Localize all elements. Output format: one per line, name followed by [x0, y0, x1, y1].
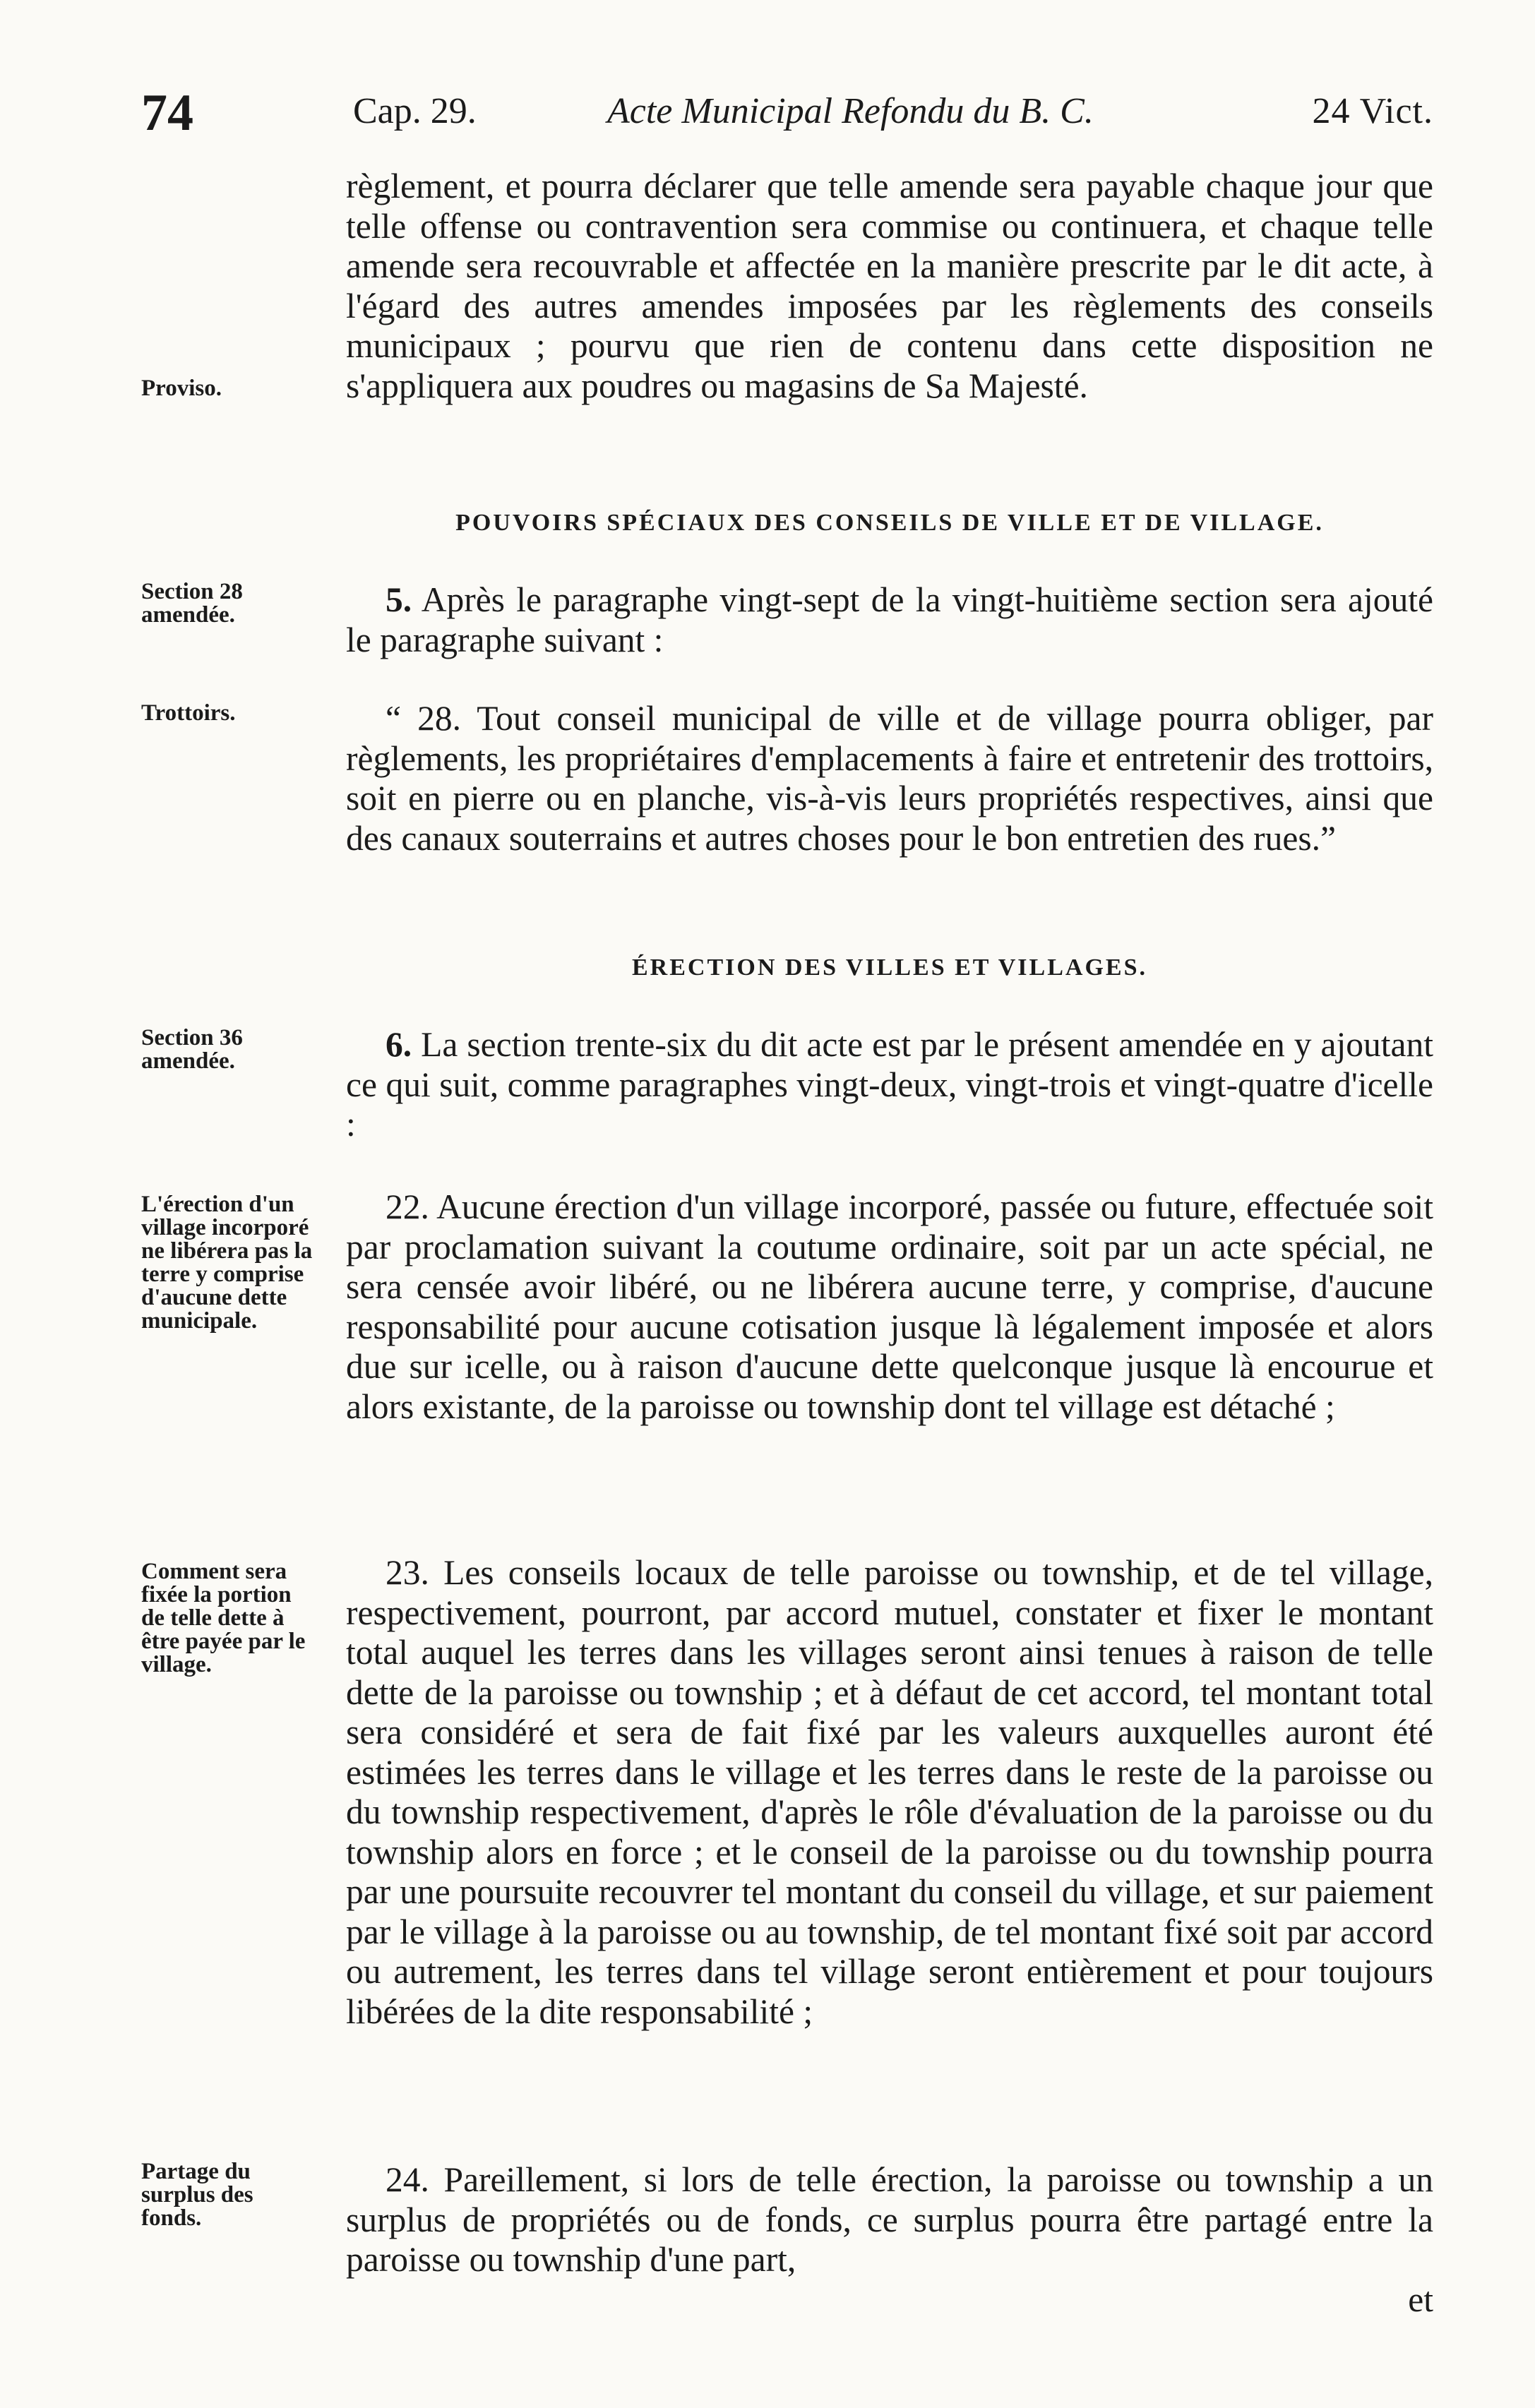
page-number: 74	[141, 84, 193, 142]
heading-erection: ÉRECTION DES VILLES ET VILLAGES.	[632, 954, 1147, 981]
heading-pouvoirs-speciaux: POUVOIRS SPÉCIAUX DES CONSEILS DE VILLE ET DE VILLAGE.	[455, 510, 1324, 536]
regnal-year: 24 Vict.	[1312, 91, 1433, 131]
section-6-number: 6.	[386, 1025, 412, 1064]
chapter-label: Cap. 29.	[353, 91, 477, 131]
margin-note-proviso: Proviso.	[141, 376, 222, 401]
paragraph-24: 24. Pareillement, si lors de telle érection, la paroisse ou township a un surplus de propriétés ou de fonds, ce surplus pourra être partagé entre la paroisse ou township d'une part,	[346, 2160, 1433, 2279]
margin-note-section-28: Section 28 amendée.	[141, 579, 243, 628]
margin-note-partage: Partage du surplus des fonds.	[141, 2159, 253, 2231]
section-5-paragraph	[346, 580, 1433, 660]
paragraph-28: “ 28. Tout conseil municipal de ville et de village pourra obliger, par règlements, les propriétaires d'emplacements à faire et entretenir des trottoirs, soit en pierre ou en planche, vis-à-vis leurs propriétés respectives, ainsi que des canaux souterrains et autres choses pour le bon entretien des rues.”	[346, 699, 1433, 858]
running-header	[141, 83, 1433, 147]
section-6-text: La section trente-six du dit acte est par le présent amendée en y ajoutant ce qui suit, comme paragraphes vingt-deux, vingt-trois et vingt-quatre d'icelle :	[346, 1025, 1433, 1144]
paragraph-23: 23. Les conseils locaux de telle paroisse ou township, et de tel village, respectivement, pourront, par accord mutuel, constater et fixer le montant total auquel les terres dans les villages seront ainsi tenues à raison de telle dette de la paroisse ou township ; et à défaut de cet accord, tel montant total sera considéré et sera de fait fixé par les valeurs auxquelles auront été estimées les terres dans le village et les terres dans le reste de la paroisse ou du township respectivement, d'après le rôle d'évaluation de la paroisse ou du township alors en force ; et le conseil de la paroisse ou du township pourra par une poursuite recouvrer tel montant du conseil du village, et sur paiement par le village à la paroisse ou au township, de tel montant fixé soit par accord ou autrement, les terres dans tel village seront entièrement et pour toujours libérées de la dite responsabilité ;	[346, 1553, 1433, 2031]
paragraph-22: 22. Aucune érection d'un village incorporé, passée ou future, effectuée soit par proclamation suivant la coutume ordinaire, soit par un acte spécial, ne sera censée avoir libéré, ou ne libérera aucune terre, y comprise, d'aucune responsabilité pour aucune cotisation jusque là légalement imposée et alors due sur icelle, ou à raison d'aucune dette quelconque jusque là encourue et alors existante, de la paroisse ou township dont tel village est détaché ;	[346, 1187, 1433, 1426]
margin-note-section-36: Section 36 amendée.	[141, 1025, 243, 1074]
margin-note-trottoirs: Trottoirs.	[141, 700, 236, 726]
section-6-paragraph	[346, 1025, 1433, 1145]
margin-note-erection-village: L'érection d'un village incorporé ne libérera pas la terre y comprise d'aucune dette municipale.	[141, 1192, 313, 1334]
intro-paragraph: règlement, et pourra déclarer que telle amende sera payable chaque jour que telle offense ou contravention sera commise ou continuera, et chaque telle amende sera recouvrable et affectée en la manière prescrite par le dit acte, à l'égard des autres amendes imposées par les règlements des conseils municipaux ; pourvu que rien de contenu dans cette disposition ne s'appliquera aux poudres ou magasins de Sa Majesté.	[346, 167, 1433, 405]
running-title: Acte Municipal Refondu du B. C.	[607, 91, 1094, 131]
catchword: et	[1408, 2280, 1433, 2319]
section-5-number: 5.	[386, 580, 412, 619]
section-5-text: Après le paragraphe vingt-sept de la vingt-huitième section sera ajouté le paragraphe suivant :	[346, 580, 1433, 659]
margin-note-portion-dette: Comment sera fixée la portion de telle dette à être payée par le village.	[141, 1559, 306, 1677]
